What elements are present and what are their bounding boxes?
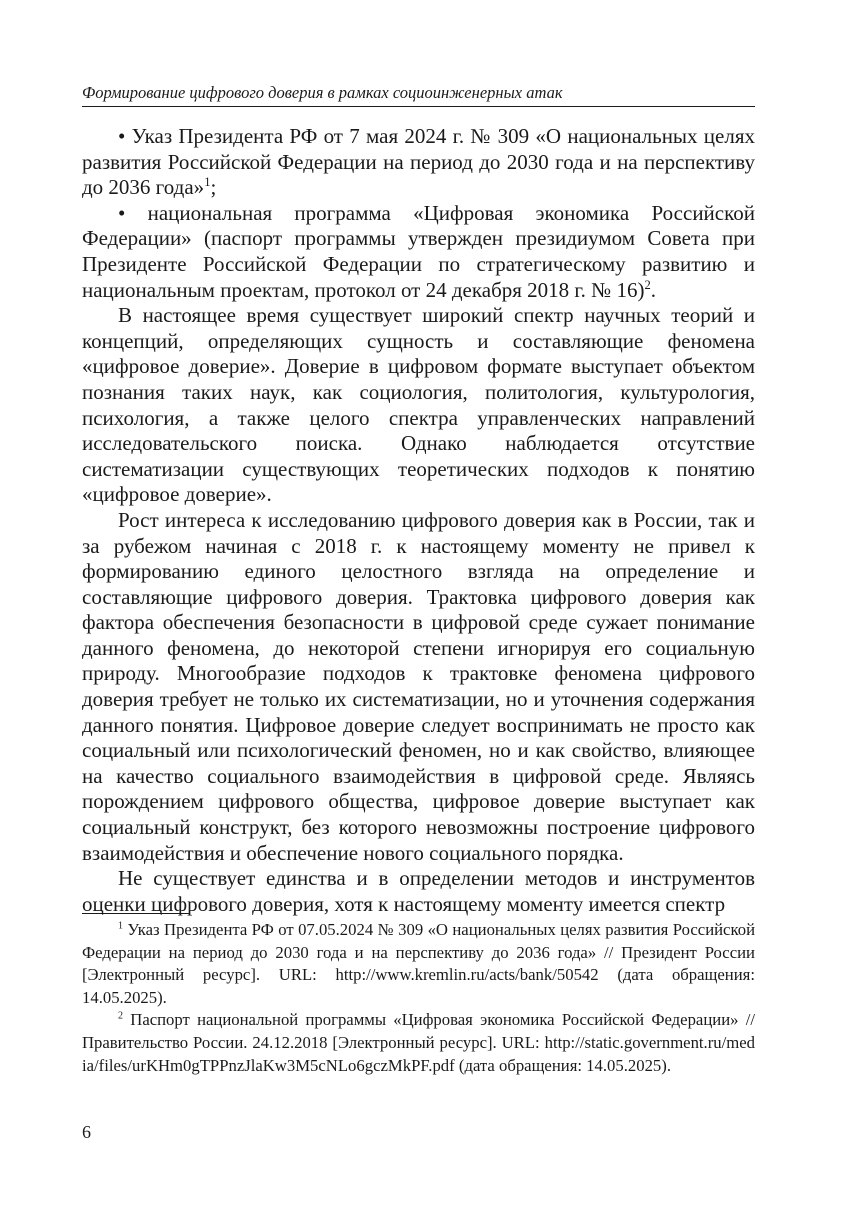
- running-head: Формирование цифрового доверия в рамках социоинженерных атак: [82, 82, 755, 107]
- footnote-mark: 1: [118, 920, 124, 932]
- footnote-divider: [82, 913, 190, 914]
- footnote-link[interactable]: http://www.kremlin.ru/acts/bank/50542: [335, 965, 599, 985]
- paragraph-text: • национальная программа «Цифровая экономика Российской Федерации» (паспорт программы утвержден президиумом Совета при Президенте Российской Федерации по стратегическому развитию и национальным проектам, протокол от 24 декабря 2018 г. № 16): [82, 200, 755, 302]
- footnote-text: Паспорт национальной программы «Цифровая экономика Российской Федерации» // Правительство России. 24.12.2018 [Электронный ресурс]. URL:: [82, 1010, 755, 1052]
- footnote-mark: 2: [118, 1010, 124, 1022]
- paragraph-bullet-program: [82, 201, 755, 303]
- page-number: 6: [82, 1122, 91, 1142]
- footnote-text: Указ Президента РФ от 07.05.2024 № 309 «О национальных целях развития Российской Федерации на период до 2030 года и на перспективу до 2036 года» // Президент России [Электронный ресурс]. URL:: [82, 920, 756, 985]
- footnote-1: [82, 919, 755, 1009]
- paragraph-tail: .: [650, 277, 656, 302]
- paragraph-bullet-decree: [82, 124, 755, 201]
- footnote-tail: (дата обращения: 14.05.2025).: [454, 1055, 671, 1075]
- body-text: [82, 124, 755, 917]
- paragraph: Не существует единства и в определении методов и инструментов оценки цифрового доверия, хотя к настоящему моменту имеется спектр: [82, 866, 755, 916]
- footnote-ref[interactable]: 2: [644, 277, 651, 292]
- paragraph: В настоящее время существует широкий спектр научных теорий и концепций, определяющих сущность и составляющие феномена «цифровое доверие». Доверие в цифровом формате выступает объектом познания таких наук, как социология, политология, культурология, психология, а также целого спектра управленческих направлений исследовательского поиска. Однако наблюдается отсутствие систематизации существующих теоретических подходов к понятию «цифровое доверие».: [82, 303, 755, 507]
- paragraph-text: • Указ Президента РФ от 7 мая 2024 г. № 309 «О национальных целях развития Российской Федерации на период до 2030 года и на перспективу до 2036 года»: [82, 124, 755, 200]
- footnote-2: [82, 1009, 755, 1077]
- footnotes: [82, 919, 755, 1077]
- footnote-tail: (дата обращения: 14.05.2025).: [82, 965, 755, 1007]
- paragraph-tail: ;: [210, 175, 217, 200]
- footnote-link[interactable]: http://static.government.ru/media/files/urKHm0gTPPnzJlaKw3M5cNLo6gczMkPF.pdf: [82, 1032, 755, 1075]
- paragraph: Рост интереса к исследованию цифрового доверия как в России, так и за рубежом начиная с 2018 г. к настоящему моменту не привел к формированию единого целостного взгляда на определение и составляющие цифрового доверия. Трактовка цифрового доверия как фактора обеспечения безопасности в цифровой среде сужает понимание данного феномена, до некоторой степени игнорируя его социальную природу. Многообразие подходов к трактовке феномена цифрового доверия требует не только их систематизации, но и уточнения содержания данного понятия. Цифровое доверие следует воспринимать не просто как социальный или психологический феномен, но и как свойство, влияющее на качество социального взаимодействия в цифровой среде. Являясь порождением цифрового общества, цифровое доверие выступает как социальный конструкт, без которого невозможны построение цифрового взаимодействия и обеспечение нового социального порядка.: [82, 507, 755, 865]
- footnote-ref[interactable]: 1: [204, 175, 211, 190]
